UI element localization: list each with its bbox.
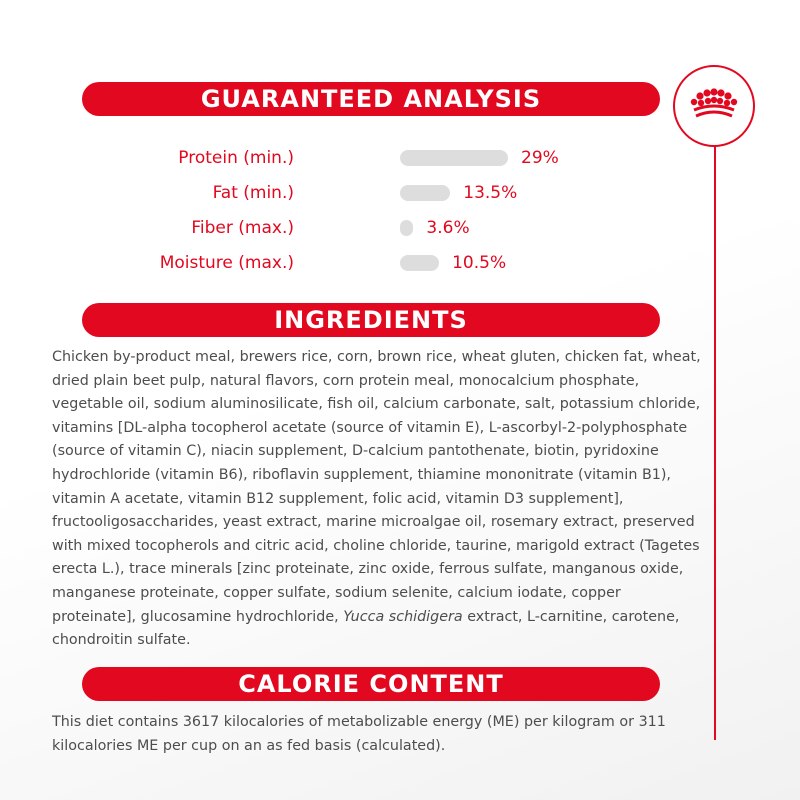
analysis-value: 10.5% — [452, 253, 507, 273]
analysis-value: 3.6% — [426, 218, 470, 238]
vertical-divider — [714, 146, 716, 740]
analysis-label: Protein (min.) — [178, 148, 294, 168]
analysis-row-fat — [0, 181, 700, 205]
analysis-bar — [400, 185, 450, 201]
analysis-row-fiber — [0, 216, 700, 240]
analysis-value: 29% — [521, 148, 559, 168]
ingredients-italic: Yucca schidigera — [343, 608, 463, 625]
analysis-row-moisture — [0, 251, 700, 275]
analysis-bar — [400, 255, 439, 271]
ingredients-text — [52, 346, 702, 653]
guaranteed-analysis-title: GUARANTEED ANALYSIS — [200, 85, 542, 113]
analysis-row-protein — [0, 146, 700, 170]
analysis-bar — [400, 150, 508, 166]
analysis-value: 13.5% — [463, 183, 518, 203]
crown-icon — [686, 88, 742, 124]
calorie-content-heading — [82, 667, 660, 701]
analysis-label: Fiber (max.) — [191, 218, 294, 238]
ingredients-title: INGREDIENTS — [274, 306, 468, 334]
analysis-bar — [400, 220, 413, 236]
analysis-label: Moisture (max.) — [159, 253, 294, 273]
ingredients-heading — [82, 303, 660, 337]
ingredients-text-part1: Chicken by-product meal, brewers rice, corn, brown rice, wheat gluten, chicken fat, wheat, dried plain beet pulp, natural flavors, corn protein meal, monocalcium phosphate, vegetable oil, sodium aluminosilicate, fish oil, calcium carbonate, salt, potassium chloride, vitamins [DL-alpha tocopherol acetate (source of vitamin E), L-ascorbyl-2-polyphosphate (source of vitamin C), niacin supplement, D-calcium pantothenate, biotin, pyridoxine hydrochloride (vitamin B6), riboflavin supplement, thiamine mononitrate (vitamin B1), vitamin A acetate, vitamin B12 supplement, folic acid, vitamin D3 supplement], fructooligosaccharides, yeast extract, marine microalgae oil, rosemary extract, preserved with mixed tocopherols and citric acid, choline chloride, taurine, marigold extract (Tagetes erecta L.), trace minerals [zinc proteinate, zinc oxide, ferrous sulfate, manganous oxide, manganese proteinate, copper sulfate, sodium selenite, calcium iodate, copper proteinate], glucosamine hydrochloride, — [52, 349, 701, 625]
analysis-label: Fat (min.) — [212, 183, 294, 203]
brand-logo — [673, 65, 755, 147]
ingredients-text-part2: extract, L-carnitine, carotene, chondroitin sulfate. — [52, 608, 680, 649]
guaranteed-analysis-heading — [82, 82, 660, 116]
calorie-content-text: This diet contains 3617 kilocalories of metabolizable energy (ME) per kilogram or 311 kilocalories ME per cup on an as fed basis (calculated). — [52, 714, 666, 754]
calorie-content-title: CALORIE CONTENT — [238, 670, 504, 698]
